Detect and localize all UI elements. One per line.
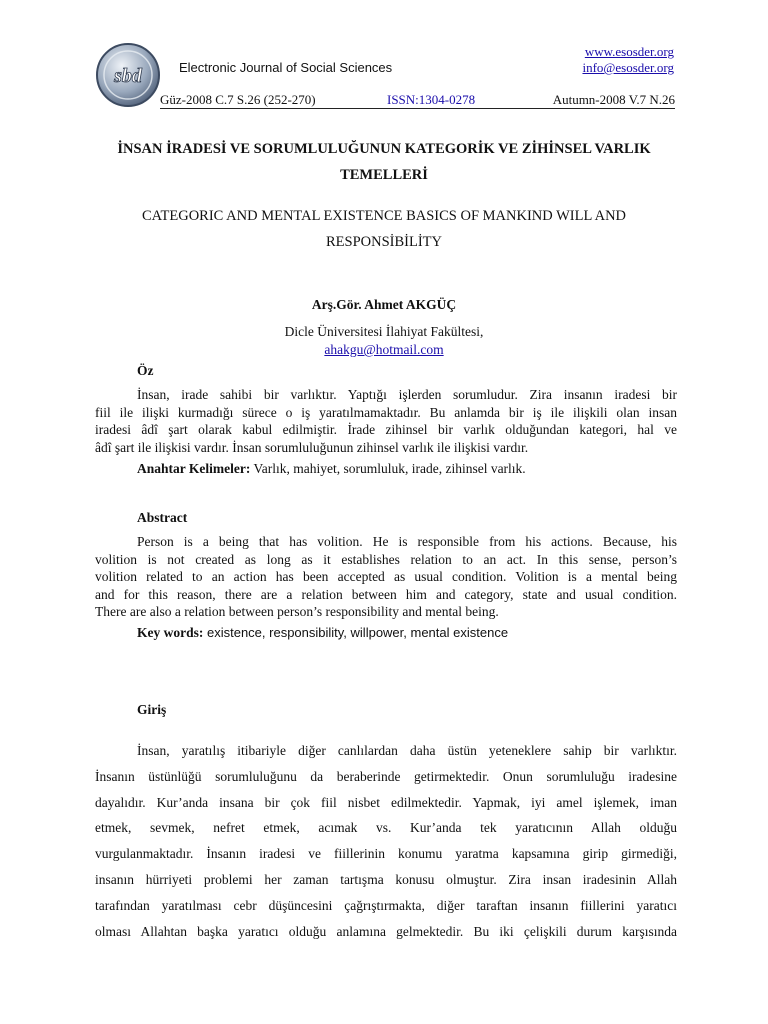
- paragraph-line: insanın hürriyeti problemi her zaman tartışma konusu olmuştur. Zira insan iradesinin Allah: [95, 871, 677, 887]
- email-link[interactable]: info@esosder.org: [582, 60, 674, 75]
- affiliation-block: [95, 323, 673, 359]
- issue-en: Autumn-2008 V.7 N.26: [552, 92, 675, 107]
- paragraph-line: tarafından yaratılması cebr düşüncesini çağrıştırmakta, diğer taraftan insanın fiillerini yaratıcı: [95, 897, 677, 913]
- keywords-label: Key words:: [137, 625, 204, 640]
- paragraph-line: dayalıdır. Kur’anda insana bir çok fiil nisbet edilmektedir. Yapmak, iyi amel işlemek, iman: [95, 794, 677, 810]
- paragraph-line: olması Allahtan başka yaratıcı olduğu anlamına gelmektedir. Bu iki çelişkili durum karşısında: [95, 923, 677, 939]
- keywords-text: Varlık, mahiyet, sorumluluk, irade, zihinsel varlık.: [250, 461, 526, 476]
- title-turkish: [95, 136, 673, 188]
- affiliation: Dicle Üniversitesi İlahiyat Fakültesi,: [284, 324, 484, 339]
- issn: ISSN:1304-0278: [387, 92, 476, 107]
- issue-tr: Güz-2008 C.7 S.26 (252-270): [160, 92, 316, 107]
- paragraph-line: Person is a being that has volition. He is responsible from his actions. Because, his: [137, 534, 677, 549]
- paragraph-line: iradesi âdî şart olarak kabul edilmiştir. İrade zihinsel bir varlık olduğundan kategori, hal ve: [95, 422, 677, 437]
- keywords-text: existence, responsibility, willpower, mental existence: [203, 625, 509, 640]
- author-email-link[interactable]: ahakgu@hotmail.com: [324, 342, 444, 357]
- title-tr-line: İNSAN İRADESİ VE SORUMLULUĞUNUN KATEGORİK VE ZİHİNSEL VARLIK: [117, 141, 651, 157]
- paragraph-line: and for this reason, there are a relation between him and category, state and usual condition.: [95, 586, 677, 602]
- journal-logo: [95, 42, 161, 108]
- oz-keywords: [137, 461, 526, 477]
- title-tr-line: TEMELLERİ: [340, 167, 428, 183]
- paragraph-line: âdî şart ile ilişkisi vardır. İnsan sorumluluğunun zihinsel varlık ile ilişkisi vardır.: [95, 439, 529, 455]
- paragraph-line: volition is not created as long as it establishes relation to an act. In this sense, person’s: [95, 551, 677, 567]
- paragraph-line: etmek, sevmek, nefret etmek, acımak vs. Kur’anda tek yaratıcının Allah olduğu: [95, 820, 677, 836]
- keywords-label: Anahtar Kelimeler:: [137, 461, 251, 476]
- paragraph-line: vurgulanmaktadır. İnsanın iradesi ve fiillerinin konumu yaratma kapsamına girip girmediği,: [95, 846, 677, 862]
- abstract-keywords: [137, 625, 508, 641]
- oz-heading: Öz: [137, 363, 154, 378]
- logo-text: sbd: [114, 65, 142, 87]
- paragraph-line: İnsan, irade sahibi bir varlıktır. Yaptığı işlerden sorumludur. Zira insanın iradesi bir: [137, 387, 677, 402]
- author-name: Arş.Gör. Ahmet AKGÜÇ: [311, 297, 457, 312]
- oz-paragraph: [95, 386, 677, 456]
- giris-heading: Giriş: [137, 702, 167, 717]
- paragraph-line: İnsan, yaratılış itibariyle diğer canlılardan daha üstün yeteneklere sahip bir varlıktır.: [137, 743, 677, 758]
- giris-paragraph: [95, 738, 677, 944]
- paragraph-line: İnsanın üstünlüğü sorumluluğunu da beraberinde getirmektedir. Onun sorumluluğu iradesine: [95, 768, 677, 784]
- title-english: [95, 203, 673, 255]
- header-links: [582, 44, 674, 76]
- paragraph-line: volition related to an action has been accepted as usual condition. Volition is a mental being: [95, 569, 677, 584]
- title-en-line: CATEGORIC AND MENTAL EXISTENCE BASICS OF MANKIND WILL AND: [141, 208, 627, 224]
- title-en-line: RESPONSİBİLİTY: [325, 234, 442, 250]
- abstract-paragraph: [95, 533, 677, 621]
- paragraph-line: fiil ile ilişki kurmadığı sürece o iş yaratılmamaktadır. Bu anlamda bir iş ile ilişkili olan insan: [95, 404, 677, 420]
- website-link[interactable]: www.esosder.org: [584, 44, 674, 59]
- issue-line: [160, 92, 675, 109]
- journal-name: Electronic Journal of Social Sciences: [179, 60, 393, 75]
- abstract-heading: Abstract: [137, 510, 188, 525]
- paragraph-line: There are also a relation between person’s responsibility and mental being.: [95, 604, 499, 619]
